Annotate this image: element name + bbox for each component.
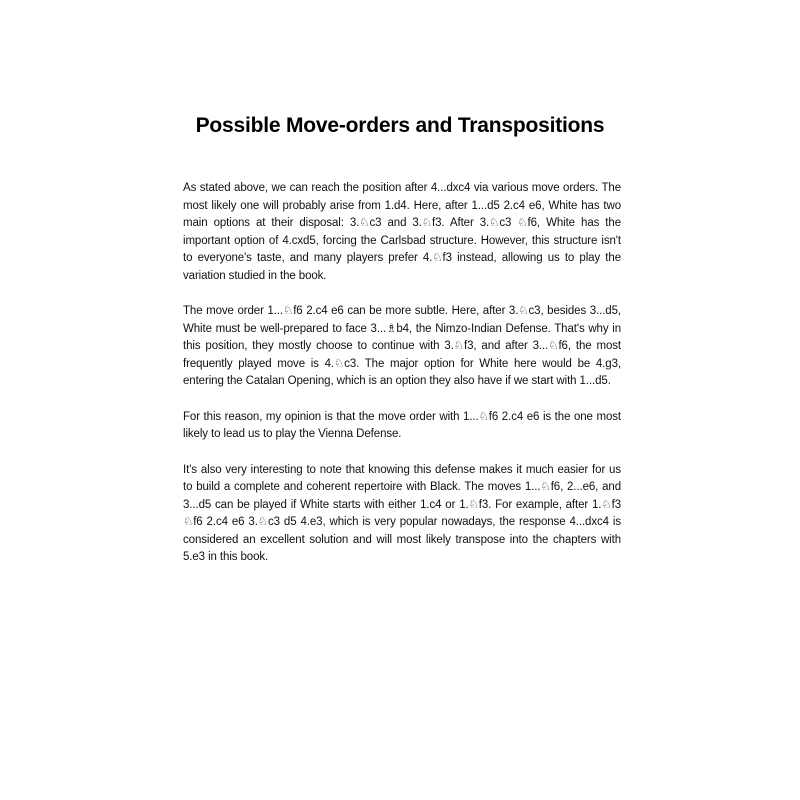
body-text xyxy=(183,180,621,585)
paragraph-4: It's also very interesting to note that knowing this defense makes it much easier for us to build a complete and coherent repertoire with Black. The moves 1...♘f6, 2...e6, and 3...d5 can be played if White starts with either 1.c4 or 1.♘f3. For example, after 1.♘f3 ♘f6 2.c4 e6 3.♘c3 d5 4.e3, which is very popular nowadays, the response 4...dxc4 is considered an excellent solution and will most likely transpose into the chapters with 5.e3 in this book. xyxy=(183,463,621,563)
page-title: Possible Move-orders and Transpositions xyxy=(195,114,605,137)
paragraph-1: As stated above, we can reach the position after 4...dxc4 via various move orders. The most likely one will probably arise from 1.d4. Here, after 1...d5 2.c4 e6, White has two main options at their disposal: 3.♘c3 and 3.♘f3. After 3.♘c3 ♘f6, White has the important option of 4.cxd5, forcing the Carlsbad structure. However, this structure isn't to everyone's taste, and many players prefer 4.♘f3 instead, allowing us to play the variation studied in the book. xyxy=(183,182,621,282)
paragraph-3: For this reason, my opinion is that the move order with 1...♘f6 2.c4 e6 is the one most likely to lead us to play the Vienna Defense. xyxy=(183,410,621,440)
paragraph-2: The move order 1...♘f6 2.c4 e6 can be more subtle. Here, after 3.♘c3, besides 3...d5, White must be well-prepared to face 3...♗b4, the Nimzo-Indian Defense. That's why in this position, they mostly choose to continue with 3.♘f3, and after 3...♘f6, the most frequently played move is 4.♘c3. The major option for White here would be 4.g3, entering the Catalan Opening, which is an option they also have if we start with 1...d5. xyxy=(183,305,621,387)
